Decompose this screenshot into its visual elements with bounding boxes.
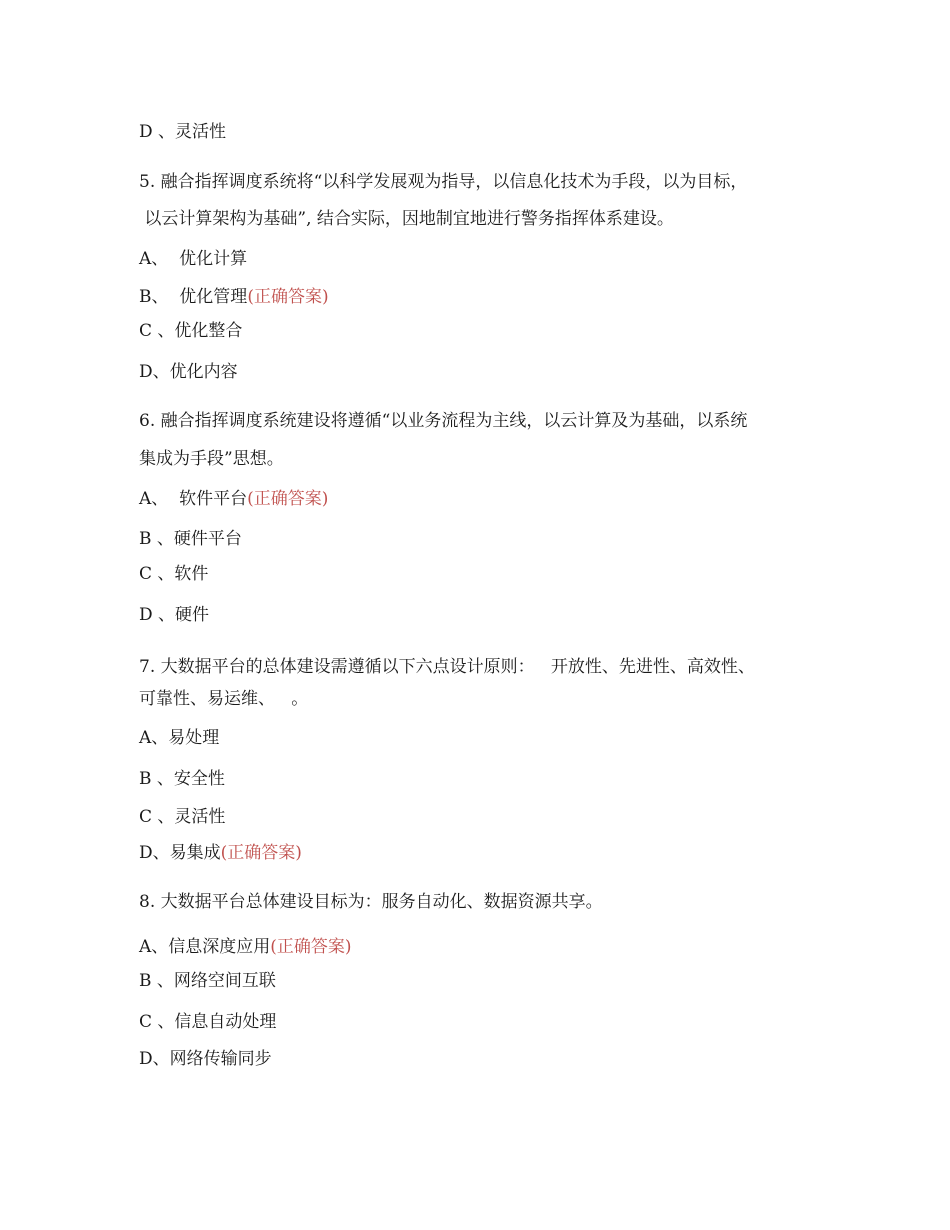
q8-option-a-text: A、信息深度应用 bbox=[139, 937, 271, 957]
q7-option-c: C 、灵活性 bbox=[139, 807, 226, 827]
q7-option-b: B 、安全性 bbox=[139, 769, 225, 789]
q6-option-d: D 、硬件 bbox=[139, 605, 210, 625]
correct-answer-tag: (正确答案) bbox=[220, 843, 302, 863]
q7-option-d-text: D、易集成 bbox=[139, 843, 221, 863]
q8-option-c: C 、信息自动处理 bbox=[139, 1012, 277, 1032]
q8-question-line-1: 8. 大数据平台总体建设目标为：服务自动化、数据资源共享。 bbox=[139, 892, 603, 912]
q5-question-line-2: 以云计算架构为基础”, 结合实际，因地制宜地进行警务指挥体系建设。 bbox=[139, 209, 674, 229]
q7-question-line-2: 可靠性、易运维、 。 bbox=[139, 689, 309, 709]
q6-option-a bbox=[139, 488, 328, 510]
q5-option-b-text: B、 优化管理 bbox=[139, 287, 248, 307]
q6-question-line-1: 6. 融合指挥调度系统建设将遵循“以业务流程为主线，以云计算及为基础，以系统 bbox=[139, 411, 748, 431]
correct-answer-tag: (正确答案) bbox=[270, 937, 352, 957]
q8-option-b: B 、网络空间互联 bbox=[139, 971, 276, 991]
q5-option-b bbox=[139, 286, 329, 308]
q6-option-c: C 、软件 bbox=[139, 564, 209, 584]
q7-option-d bbox=[139, 842, 302, 864]
correct-answer-tag: (正确答案) bbox=[247, 287, 329, 307]
q4-option-d: D 、灵活性 bbox=[139, 122, 227, 142]
q5-question-line-1: 5. 融合指挥调度系统将“以科学发展观为指导，以信息化技术为手段，以为目标， bbox=[139, 172, 748, 192]
q6-option-b: B 、硬件平台 bbox=[139, 529, 242, 549]
q5-option-d: D、优化内容 bbox=[139, 362, 238, 382]
q8-option-d: D、网络传输同步 bbox=[139, 1049, 272, 1069]
q6-option-a-text: A、 软件平台 bbox=[139, 489, 248, 509]
q7-question-line-1: 7. 大数据平台的总体建设需遵循以下六点设计原则： 开放性、先进性、高效性、 bbox=[139, 657, 755, 677]
q5-option-a: A、 优化计算 bbox=[139, 249, 248, 269]
q6-question-line-2: 集成为手段”思想。 bbox=[139, 449, 284, 469]
correct-answer-tag: (正确答案) bbox=[247, 489, 329, 509]
q7-option-a: A、易处理 bbox=[139, 728, 220, 748]
q8-option-a bbox=[139, 936, 352, 958]
q5-option-c: C 、优化整合 bbox=[139, 321, 243, 341]
